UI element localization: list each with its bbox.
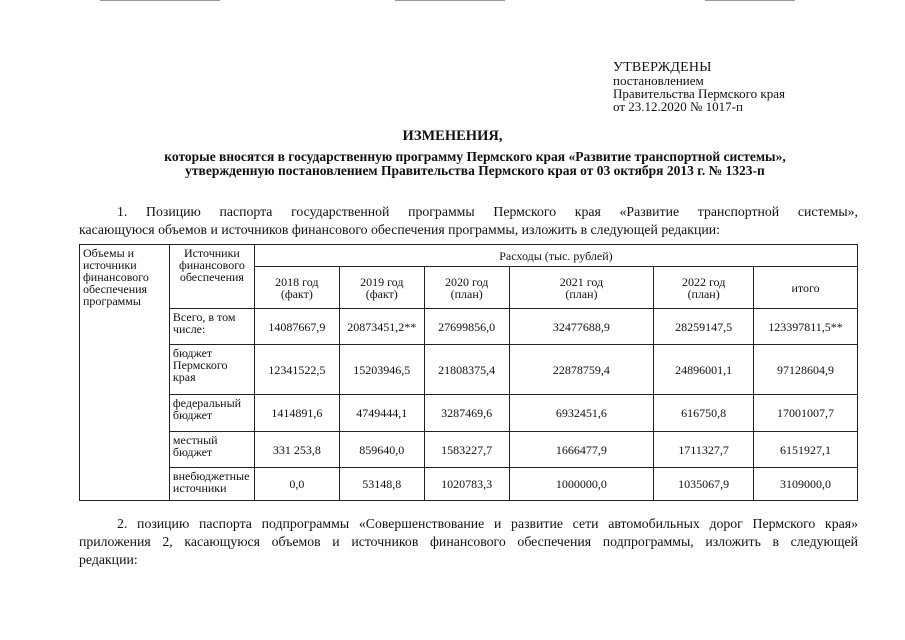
year-kind: (план) xyxy=(450,286,483,301)
value-cell: 3287469,6 xyxy=(424,395,509,432)
value-cell: 14087667,9 xyxy=(254,309,339,345)
scan-mark xyxy=(705,0,795,1)
year-kind: (план) xyxy=(687,286,720,301)
source-cell: местный бюджет xyxy=(169,432,254,468)
year-kind: (план) xyxy=(565,286,598,301)
value-cell: 1711327,7 xyxy=(654,432,754,468)
table-row xyxy=(80,432,858,468)
subtitle-line: утвержденную постановлением Правительства Пермского края от 03 октября 2013 г. № 1323-п xyxy=(185,163,765,178)
table-row xyxy=(80,345,858,395)
value-cell: 15203946,5 xyxy=(339,345,424,395)
source-cell: федеральный бюджет xyxy=(169,395,254,432)
scan-mark xyxy=(395,0,505,1)
sources-header: Источники финансового обеспечения xyxy=(169,245,254,309)
year-label: 2022 год xyxy=(681,274,726,289)
year-header xyxy=(424,267,509,309)
total-header: итого xyxy=(754,267,858,309)
value-cell: 24896001,1 xyxy=(654,345,754,395)
table-row xyxy=(80,309,858,345)
value-cell: 859640,0 xyxy=(339,432,424,468)
table-row xyxy=(80,468,858,501)
year-header xyxy=(254,267,339,309)
value-cell: 1414891,6 xyxy=(254,395,339,432)
approval-line: постановлением xyxy=(613,73,704,88)
paragraph-line: приложения 2, касающуюся объемов и источников финансового обеспечения подпрограммы, изложить в следующей xyxy=(79,534,858,549)
year-label: 2020 год xyxy=(444,274,489,289)
value-cell: 32477688,9 xyxy=(509,309,654,345)
total-cell: 123397811,5** xyxy=(754,309,858,345)
value-cell: 331 253,8 xyxy=(254,432,339,468)
year-label: 2019 год xyxy=(360,274,404,289)
paragraph-line: редакции: xyxy=(79,552,138,567)
value-cell: 1666477,9 xyxy=(509,432,654,468)
approval-line: Правительства Пермского края xyxy=(613,86,785,101)
document-title: ИЗМЕНЕНИЯ, xyxy=(402,128,503,144)
paragraph-1 xyxy=(79,203,858,239)
total-cell: 3109000,0 xyxy=(754,468,858,501)
document-subtitle xyxy=(80,150,870,178)
year-label: 2018 год xyxy=(275,274,319,289)
value-cell: 21808375,4 xyxy=(424,345,509,395)
approval-heading: УТВЕРЖДЕНЫ xyxy=(613,60,712,75)
total-cell: 97128604,9 xyxy=(754,345,858,395)
value-cell: 616750,8 xyxy=(654,395,754,432)
value-cell: 28259147,5 xyxy=(654,309,754,345)
value-cell: 4749444,1 xyxy=(339,395,424,432)
value-cell: 1000000,0 xyxy=(509,468,654,501)
total-cell: 6151927,1 xyxy=(754,432,858,468)
row-label-cell: Объемы и источники финансового обеспечения программы xyxy=(80,245,170,501)
year-kind: (факт) xyxy=(365,286,398,301)
source-cell: внебюджетные источники xyxy=(169,468,254,501)
value-cell: 20873451,2** xyxy=(339,309,424,345)
value-cell: 12341522,5 xyxy=(254,345,339,395)
subtitle-line: которые вносятся в государственную программу Пермского края «Развитие транспортной системы», xyxy=(164,149,786,164)
financing-table xyxy=(79,244,858,501)
source-cell: Всего, в том числе: xyxy=(169,309,254,345)
year-kind: (факт) xyxy=(280,286,313,301)
value-cell: 1035067,9 xyxy=(654,468,754,501)
year-label: 2021 год xyxy=(559,274,604,289)
approval-block xyxy=(613,61,785,113)
table-row xyxy=(80,395,858,432)
paragraph-line: 1. Позицию паспорта государственной программы Пермского края «Развитие транспортной системы», xyxy=(117,204,858,219)
value-cell: 6932451,6 xyxy=(509,395,654,432)
total-cell: 17001007,7 xyxy=(754,395,858,432)
value-cell: 1020783,3 xyxy=(424,468,509,501)
source-cell: бюджет Пермского края xyxy=(169,345,254,395)
year-header xyxy=(509,267,654,309)
paragraph-line: 2. позицию паспорта подпрограммы «Совершенствование и развитие сети автомобильных дорог Пермского края» xyxy=(117,516,858,531)
scan-mark xyxy=(100,0,220,1)
year-header xyxy=(654,267,754,309)
expenses-header: Расходы (тыс. рублей) xyxy=(254,245,857,267)
value-cell: 1583227,7 xyxy=(424,432,509,468)
year-header xyxy=(339,267,424,309)
value-cell: 27699856,0 xyxy=(424,309,509,345)
paragraph-2 xyxy=(79,515,858,569)
paragraph-line: касающуюся объемов и источников финансового обеспечения программы, изложить в следующей редакции: xyxy=(79,222,720,237)
value-cell: 53148,8 xyxy=(339,468,424,501)
value-cell: 22878759,4 xyxy=(509,345,654,395)
approval-line: от 23.12.2020 № 1017-п xyxy=(613,99,743,114)
value-cell: 0,0 xyxy=(254,468,339,501)
